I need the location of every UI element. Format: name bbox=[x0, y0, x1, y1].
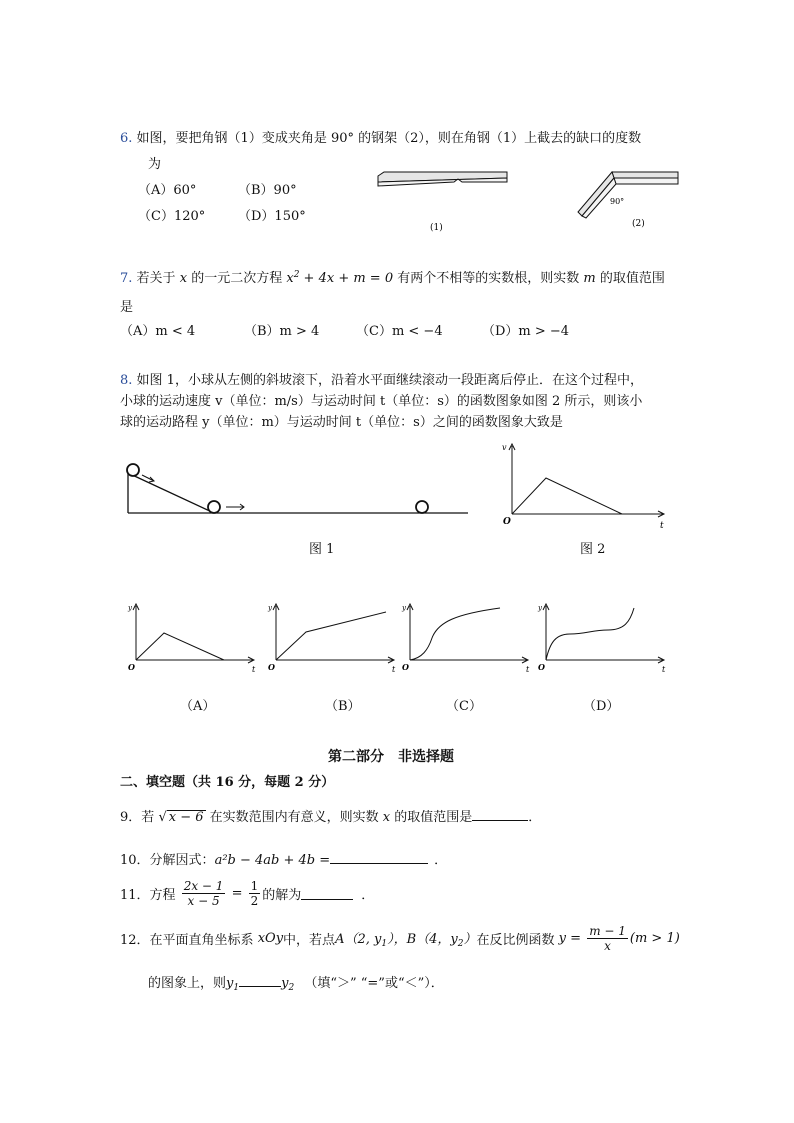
q6-option-a: （A）60° bbox=[138, 183, 197, 198]
q12-line2-text-a: 的图象上，则 bbox=[148, 976, 227, 991]
q11: 11．方程 $\frac{2x - 1}{x - 5}$ = $\frac{1}{2}$ 的解为 ． bbox=[120, 879, 375, 908]
q7-equation: $x^2 + 4x + m = 0$ bbox=[286, 270, 394, 286]
q12-line1 bbox=[120, 924, 680, 953]
q7-line2: 是 bbox=[120, 300, 134, 315]
q10-expression: a²b − 4ab + 4b = bbox=[214, 853, 331, 868]
q9-text-b: 在实数范围内有意义，则实数 bbox=[209, 810, 379, 825]
vt-axis-t: t bbox=[660, 521, 664, 531]
svg-text:O: O bbox=[402, 662, 409, 672]
q6-line2: 为 bbox=[148, 157, 162, 172]
svg-text:y: y bbox=[402, 604, 406, 612]
q6-fig1-label: (1) bbox=[430, 223, 443, 233]
q12-text-a: 在平面直角坐标系 bbox=[149, 933, 254, 948]
ball-bottom bbox=[208, 501, 220, 513]
q6-figure-angle-steel-1 bbox=[370, 168, 515, 238]
q11-number: 11． bbox=[120, 888, 150, 903]
vt-origin: O bbox=[503, 517, 511, 527]
q8-figure-1-slope bbox=[118, 455, 478, 520]
q9-text-c: 的取值范围是 bbox=[394, 810, 473, 825]
q8-line2: 小球的运动速度 v（单位：m/s）与运动时间 t（单位：s）的函数图象如图 2 所示，则该小 bbox=[120, 394, 643, 409]
svg-text:t: t bbox=[526, 665, 530, 674]
q9-number: 9． bbox=[120, 810, 142, 825]
svg-text:y: y bbox=[128, 604, 132, 612]
q7-option-c: （C）m < −4 bbox=[356, 324, 443, 339]
q12-text-b: 中，若点 bbox=[283, 933, 336, 948]
svg-text:O: O bbox=[128, 662, 135, 672]
q12-y2: $y_2$ bbox=[281, 976, 295, 993]
q8-line1 bbox=[120, 369, 643, 388]
q12-line2-text-b: （填“＞” “=”或“＜”）． bbox=[304, 976, 444, 991]
q11-text-b: 的解为 bbox=[262, 888, 302, 903]
q9-answer-blank[interactable] bbox=[472, 808, 528, 821]
q8-option-c-graph bbox=[396, 600, 536, 675]
q6-number: 6. bbox=[120, 131, 133, 146]
q8-figure-2-vt-graph bbox=[496, 440, 676, 532]
q7-line1 bbox=[120, 267, 665, 286]
svg-text:O: O bbox=[268, 662, 275, 672]
q6-option-c: （C）120° bbox=[138, 209, 206, 224]
q12-point-b: B（4，$y_2$） bbox=[406, 932, 477, 949]
vt-axis-v: v bbox=[502, 443, 507, 452]
q7-text-c: 有两个不相等的实数根，则实数 bbox=[397, 271, 580, 286]
q10: 10．分解因式：a²b − 4ab + 4b = ． bbox=[120, 853, 448, 868]
q7-option-d: （D）m > −4 bbox=[482, 324, 570, 339]
q8-option-a-graph bbox=[122, 600, 262, 675]
svg-text:O: O bbox=[538, 662, 545, 672]
svg-text:t: t bbox=[392, 665, 396, 674]
q12-line2 bbox=[148, 972, 444, 993]
q12-condition: (m > 1) bbox=[629, 931, 680, 946]
q6-fig2-label: (2) bbox=[632, 219, 645, 229]
q11-fraction-left: $\frac{2x - 1}{x - 5}$ bbox=[183, 879, 224, 908]
q7-text-a: 若关于 bbox=[136, 271, 176, 286]
q8-number: 8. bbox=[120, 373, 133, 388]
q11-fraction-right: $\frac{1}{2}$ bbox=[250, 879, 259, 908]
part2-section-heading: 二、填空题（共 16 分，每题 2 分） bbox=[120, 775, 335, 790]
q8-option-d-graph bbox=[532, 600, 672, 675]
q7-number: 7. bbox=[120, 271, 133, 286]
q7-option-a: （A）m < 4 bbox=[120, 324, 196, 339]
svg-text:t: t bbox=[662, 665, 666, 674]
q12-number: 12． bbox=[120, 933, 150, 948]
q6-angle-label: 90° bbox=[610, 197, 625, 206]
q12-text-c: 在反比例函数 bbox=[476, 933, 555, 948]
q9-sqrt: √ x − 6 bbox=[158, 810, 204, 825]
q8-option-b-graph bbox=[262, 600, 402, 675]
q8-option-d: （D） bbox=[583, 699, 620, 714]
ball-stop bbox=[416, 501, 428, 513]
q8-line3: 球的运动路程 y（单位：m）与运动时间 t（单位：s）之间的函数图象大致是 bbox=[120, 415, 563, 430]
q8-fig2-caption: 图 2 bbox=[580, 542, 606, 557]
q12-func-y: y = bbox=[558, 931, 582, 946]
q9: 9．若 √ x − 6 在实数范围内有意义，则实数 x 的取值范围是 ． bbox=[120, 810, 542, 825]
q12-fraction: $\frac{m - 1}{x}$ bbox=[589, 924, 626, 953]
q6-figure-steel-frame-2 bbox=[570, 168, 690, 238]
q8-option-c: （C） bbox=[446, 699, 482, 714]
q9-text-a: 若 bbox=[141, 810, 155, 825]
q12-answer-blank[interactable] bbox=[239, 974, 281, 987]
q10-text: 分解因式： bbox=[149, 853, 215, 868]
q8-option-a: （A） bbox=[180, 699, 216, 714]
q7-text-b: 的一元二次方程 bbox=[191, 271, 283, 286]
q7-var-m: m bbox=[583, 271, 596, 286]
q7-option-b: （B）m > 4 bbox=[244, 324, 320, 339]
svg-text:y: y bbox=[538, 604, 542, 612]
ball-top bbox=[127, 464, 139, 476]
q8-text-line1: 如图 1，小球从左侧的斜坡滚下，沿着水平面继续滚动一段距离后停止．在这个过程中， bbox=[136, 373, 643, 388]
q12-y1: $y_1$ bbox=[226, 976, 240, 993]
vt-curve bbox=[512, 478, 622, 514]
part2-title: 第二部分 非选择题 bbox=[328, 749, 454, 765]
q12-xoy: xOy bbox=[257, 931, 284, 946]
q7-var-x: x bbox=[179, 271, 188, 286]
q6-option-b: （B）90° bbox=[238, 183, 297, 198]
q8-fig1-caption: 图 1 bbox=[309, 542, 335, 557]
q10-number: 10． bbox=[120, 853, 150, 868]
q11-text-a: 方程 bbox=[149, 888, 176, 903]
svg-text:t: t bbox=[252, 665, 256, 674]
q9-var-x: x bbox=[382, 810, 391, 825]
svg-text:y: y bbox=[268, 604, 272, 612]
q12-point-a: A（2, $y_1$）， bbox=[335, 932, 407, 949]
q10-answer-blank[interactable] bbox=[330, 851, 428, 864]
q8-option-b: （B） bbox=[325, 699, 361, 714]
q6-text: 如图，要把角钢（1）变成夹角是 90° 的钢架（2），则在角钢（1）上截去的缺口的度数 bbox=[136, 131, 642, 146]
q7-text-d: 的取值范围 bbox=[599, 271, 665, 286]
q6-line1 bbox=[120, 127, 641, 146]
q6-option-d: （D）150° bbox=[238, 209, 306, 224]
q11-answer-blank[interactable] bbox=[301, 887, 353, 900]
